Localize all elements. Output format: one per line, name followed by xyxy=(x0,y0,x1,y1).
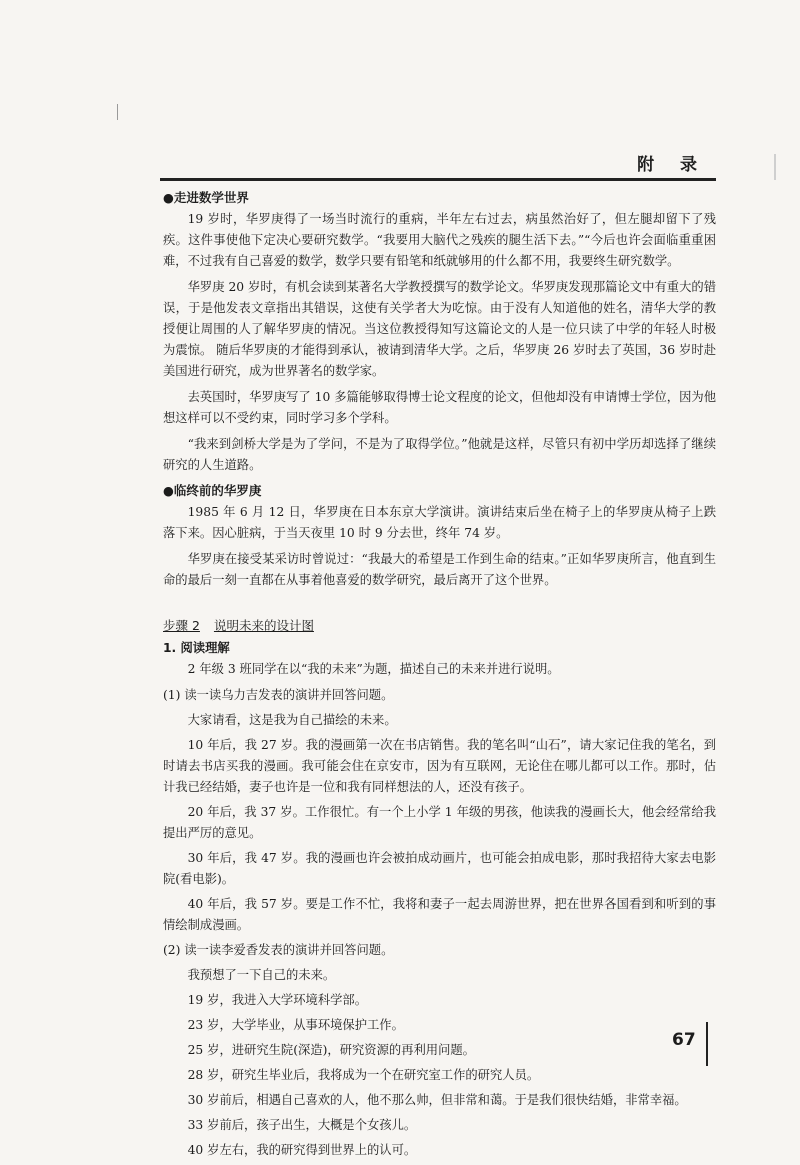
margin-tick xyxy=(117,104,118,120)
speech-line: 28 岁，研究生毕业后，我将成为一个在研究室工作的研究人员。 xyxy=(187,1068,540,1082)
speech-line: 大家请看，这是我为自己描绘的未来。 xyxy=(187,713,397,727)
section-gap xyxy=(163,596,716,616)
question-1-heading: (1) 读一读乌力吉发表的演讲并回答问题。 xyxy=(163,688,394,702)
speech-line: 19 岁，我进入大学环境科学部。 xyxy=(187,993,368,1007)
question-2-heading: (2) 读一读李爱香发表的演讲并回答问题。 xyxy=(163,943,394,957)
speech-line: 30 年后，我 47 岁。我的漫画也许会被拍成动画片，也可能会拍成电影，那时我招待大家去电影院(看电影)。 xyxy=(163,851,716,886)
header-rule xyxy=(160,178,716,181)
speech-line: 40 岁左右，我的研究得到世界上的认可。 xyxy=(187,1143,417,1157)
page-number-rule xyxy=(706,1022,708,1066)
step-label: 步骤 2 xyxy=(163,618,200,633)
speech-line: 我预想了一下自己的未来。 xyxy=(187,968,336,982)
speech-line: 25 岁，进研究生院(深造)，研究资源的再利用问题。 xyxy=(187,1043,475,1057)
paragraph: 华罗庚在接受某采访时曾说过：“我最大的希望是工作到生命的结束。”正如华罗庚所言，他直到生命的最后一刻一直都在从事着他喜爱的数学研究，最后离开了这个世界。 xyxy=(163,552,716,587)
paragraph: 去英国时，华罗庚写了 10 多篇能够取得博士论文程度的论文，但他却没有申请博士学位，因为他想这样可以不受约束，同时学习多个学科。 xyxy=(163,390,716,425)
speech-line: 30 岁前后，相遇自己喜欢的人，他不那么帅，但非常和蔼。于是我们很快结婚，非常幸福。 xyxy=(187,1093,687,1107)
page-number: 67 xyxy=(672,1030,696,1050)
speech-line: 10 年后，我 27 岁。我的漫画第一次在书店销售。我的笔名叫“山石”，请大家记住我的笔名，到时请去书店买我的漫画。我可能会住在京安市，因为有互联网，无论住在哪儿都可以工作。那时，估计我已经结婚，妻子也许是一位和我有同样想法的人，还没有孩子。 xyxy=(163,738,716,794)
scan-edge-mark xyxy=(774,154,776,180)
paragraph: 19 岁时，华罗庚得了一场当时流行的重病，半年左右过去，病虽然治好了，但左腿却留下了残疾。这件事使他下定决心要研究数学。“我要用大脑代之残疾的腿生活下去。”“今后也许会面临重重困难，不过我有自己喜爱的数学，数学只要有铅笔和纸就够用的什么都不用，我要终生研究数学。 xyxy=(163,212,716,268)
running-header: 附 录 xyxy=(637,155,707,175)
task-intro: 2 年级 3 班同学在以“我的未来”为题，描述自己的未来并进行说明。 xyxy=(187,662,560,676)
speech-line: 40 年后，我 57 岁。要是工作不忙，我将和妻子一起去周游世界，把在世界各国看到和听到的事情绘制成漫画。 xyxy=(163,897,716,932)
reading-comprehension-heading: 1. 阅读理解 xyxy=(163,641,230,655)
speech-line: 23 岁，大学毕业，从事环境保护工作。 xyxy=(187,1018,404,1032)
page-body xyxy=(163,188,716,1165)
speech-line: 20 年后，我 37 岁。工作很忙。有一个上小学 1 年级的男孩，他读我的漫画长大，他会经常给我提出严厉的意见。 xyxy=(163,805,716,840)
paragraph: 华罗庚 20 岁时，有机会读到某著名大学教授撰写的数学论文。华罗庚发现那篇论文中有重大的错误，于是他发表文章指出其错误，这使有关学者大为吃惊。由于没有人知道他的姓名，清华大学的教授便让周围的人了解华罗庚的情况。当这位教授得知写这篇论文的人是一位只读了中学的年轻人时极为震惊。 随后华罗庚的才能得到承认，被请到清华大学。之后，华罗庚 26 岁时去了英国，36 岁时赴美国进行研究，成为世界著名的数学家。 xyxy=(163,280,716,378)
paragraph: “我来到剑桥大学是为了学问，不是为了取得学位。”他就是这样，尽管只有初中学历却选择了继续研究的人生道路。 xyxy=(163,437,716,472)
paragraph: 1985 年 6 月 12 日，华罗庚在日本东京大学演讲。演讲结束后坐在椅子上的华罗庚从椅子上跌落下来。因心脏病，于当天夜里 10 时 9 分去世，终年 74 岁。 xyxy=(163,505,716,540)
speech-line: 33 岁前后，孩子出生，大概是个女孩儿。 xyxy=(187,1118,417,1132)
section-heading-math-world: ●走进数学世界 xyxy=(163,190,249,205)
step-heading xyxy=(163,616,716,636)
step-title: 说明未来的设计图 xyxy=(213,618,314,633)
section-heading-final-days: ●临终前的华罗庚 xyxy=(163,483,262,498)
